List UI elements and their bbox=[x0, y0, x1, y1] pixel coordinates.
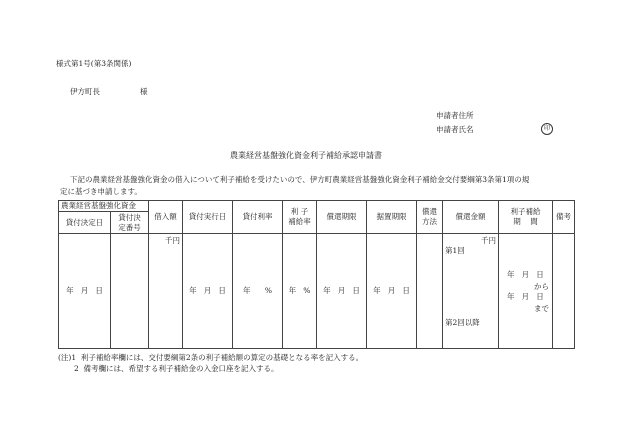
body-text-line-1: 下記の農業経営基盤強化資金の借入について利子補給を受けたいので、伊方町農業経営基盤強化資金利子補給金交付要綱第3条第1項の規 bbox=[70, 175, 530, 184]
group-header: 農業経営基盤強化資金 bbox=[59, 201, 149, 212]
cell-rate[interactable]: 年 % bbox=[233, 234, 283, 349]
header-method bbox=[417, 201, 443, 234]
cell-amount[interactable] bbox=[149, 234, 183, 349]
cell-decision-no[interactable] bbox=[111, 234, 149, 349]
applicant-address-label: 申請者住所 bbox=[436, 111, 474, 120]
later-installments: 第2回以降 bbox=[445, 318, 480, 327]
header-method-line-1: 償還 bbox=[422, 207, 437, 216]
seal-icon: 印 bbox=[541, 123, 553, 135]
cell-subsidy-rate[interactable]: 年 % bbox=[283, 234, 317, 349]
header-loan-date: 貸付決定日 bbox=[59, 212, 111, 234]
header-subsidy-rate bbox=[283, 201, 317, 234]
cell-repay-period[interactable]: 年 月 日 bbox=[317, 234, 367, 349]
header-remarks: 備考 bbox=[553, 201, 575, 234]
header-repay-amount: 償還金額 bbox=[443, 201, 499, 234]
note-1: (注)1 利子補給率欄には、交付要綱第2条の利子補給額の算定の基礎となる率を記入する。 bbox=[58, 353, 364, 362]
application-table bbox=[58, 200, 575, 349]
cell-repay-amount[interactable] bbox=[443, 234, 499, 349]
header-amount: 借入額 bbox=[149, 201, 183, 234]
cell-remarks[interactable] bbox=[553, 234, 575, 349]
period-to: 年 月 日 bbox=[507, 292, 544, 301]
header-method-line-2: 方法 bbox=[422, 217, 437, 226]
document-title: 農業経営基盤強化資金利子補給承認申請書 bbox=[230, 151, 382, 160]
header-repay-period: 償還期限 bbox=[317, 201, 367, 234]
header-subsidy-rate-line-2: 補給率 bbox=[288, 217, 311, 226]
header-subsidy-period bbox=[499, 201, 553, 234]
cell-subsidy-period[interactable] bbox=[499, 234, 553, 349]
header-subsidy-period-line-2: 期 間 bbox=[513, 217, 538, 226]
header-rate: 貸付利率 bbox=[233, 201, 283, 234]
first-installment: 第1回 bbox=[445, 246, 465, 255]
note-2: 2 備考欄には、希望する利子補給金の入金口座を記入する。 bbox=[74, 364, 279, 373]
form-number: 様式第1号(第3条関係) bbox=[56, 59, 132, 68]
cell-grace-period[interactable]: 年 月 日 bbox=[367, 234, 417, 349]
period-to-made: まで bbox=[534, 304, 549, 313]
addressee: 伊方町長 bbox=[70, 87, 100, 96]
cell-loan-date[interactable]: 年 月 日 bbox=[59, 234, 111, 349]
header-subsidy-period-line-1: 利子補給 bbox=[510, 207, 541, 216]
body-text-line-2: 定に基づき申請します。 bbox=[60, 187, 142, 196]
header-decision-no bbox=[111, 212, 149, 234]
period-from: 年 月 日 bbox=[507, 270, 544, 279]
header-grace-period: 据置期限 bbox=[367, 201, 417, 234]
cell-method[interactable] bbox=[417, 234, 443, 349]
header-subsidy-rate-line-1: 利 子 bbox=[290, 207, 309, 216]
applicant-name-label: 申請者氏名 bbox=[436, 125, 474, 134]
repay-amount-unit: 千円 bbox=[481, 236, 496, 245]
amount-unit: 千円 bbox=[165, 236, 180, 245]
header-exec-date: 貸付実行日 bbox=[183, 201, 233, 234]
period-from-kara: から bbox=[534, 282, 549, 291]
header-decision-no-line-1: 貸付決 bbox=[118, 212, 141, 222]
cell-exec-date[interactable]: 年 月 日 bbox=[183, 234, 233, 349]
honorific: 様 bbox=[140, 87, 148, 96]
header-decision-no-line-2: 定番号 bbox=[118, 222, 141, 232]
